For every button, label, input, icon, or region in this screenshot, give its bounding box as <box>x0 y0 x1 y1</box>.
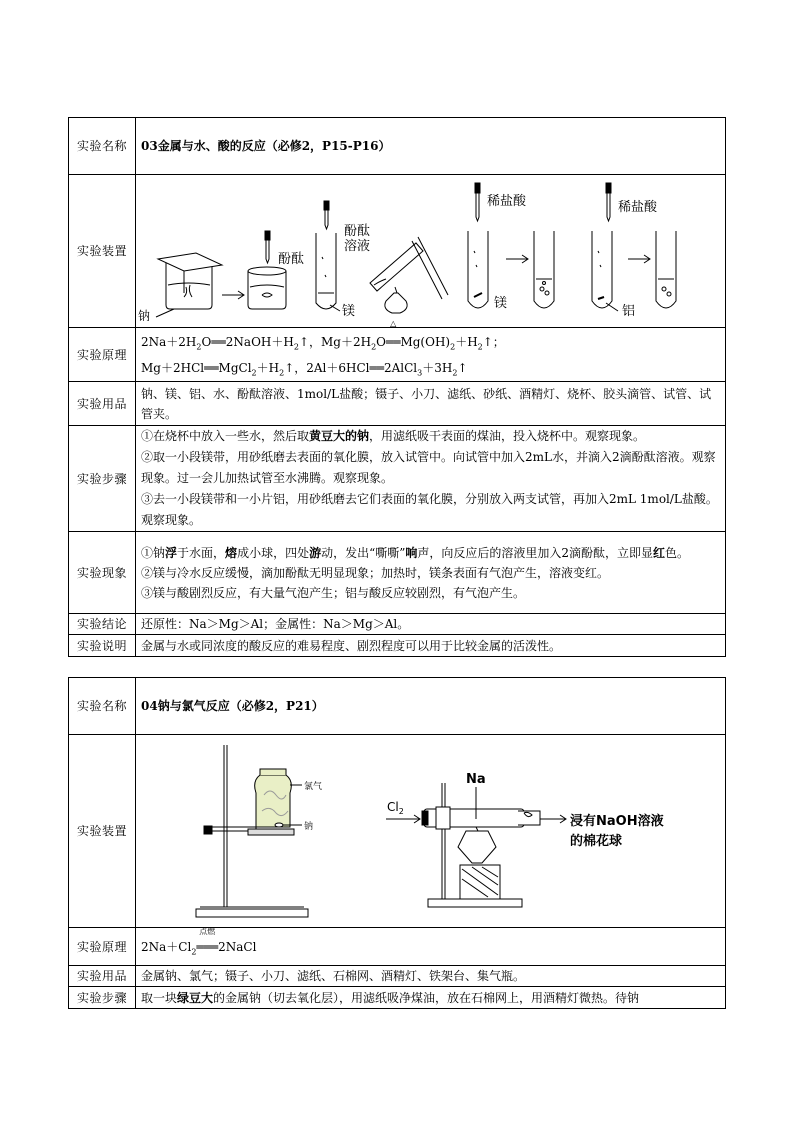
ignite-equals: 点燃 ═══ <box>196 926 219 954</box>
dropper-1 <box>266 240 269 263</box>
phenomenon-2: ②镁与冷水反应缓慢，滴加酚酞无明显现象；加热时，镁条表面有气泡产生，溶液变红。 <box>141 565 610 580</box>
clamp-screw <box>204 826 212 834</box>
eq-text: ↑，2Al＋6HCl <box>284 360 370 375</box>
fig-label-al: 铝 <box>622 304 636 319</box>
stand-rod-2 <box>442 783 445 901</box>
eq-text: ＋3H <box>422 360 453 375</box>
eq-sub: 2 <box>371 341 377 351</box>
principle-equations <box>136 318 726 382</box>
experiment-title: 03金属与水、酸的反应（必修2，P15-P16） <box>136 118 726 175</box>
slanted-tube <box>370 243 423 291</box>
ph-text: 成小球，四处 <box>237 545 310 560</box>
row-notes <box>69 635 726 657</box>
gas-jar <box>255 775 292 827</box>
test-tube-1 <box>316 233 336 309</box>
eq-text: O <box>376 334 386 349</box>
label-name: 实验名称 <box>69 118 136 175</box>
fig-label-cotton-2: 的棉花球 <box>570 834 623 849</box>
arrow-2 <box>506 255 528 263</box>
eq-text: Mg＋2HCl <box>141 360 205 375</box>
step-1 <box>141 426 720 447</box>
label-phenomena: 实验现象 <box>69 532 136 614</box>
ignite-mark: 点燃 <box>199 926 216 936</box>
arrow-1 <box>222 291 244 299</box>
eq-text: 2NaCl <box>218 939 257 954</box>
eq-text: 2NaOH＋H <box>225 334 294 349</box>
apparatus-figure <box>136 735 726 928</box>
water-line-1 <box>168 283 210 285</box>
al-leader <box>606 303 618 311</box>
eq-text: O <box>201 334 212 349</box>
bubble-2 <box>545 291 549 295</box>
eq-text: MgCl <box>218 360 252 375</box>
eq-sub: 2 <box>477 341 483 351</box>
mg-leader-1 <box>330 305 340 311</box>
dropper-2 <box>325 210 328 229</box>
test-tube-2 <box>468 231 488 308</box>
apparatus-figure <box>136 175 726 328</box>
sodium-piece <box>184 285 192 297</box>
asbestos-gauze <box>248 829 294 835</box>
water-line-2 <box>250 285 284 287</box>
al-piece <box>598 297 604 299</box>
ph-hl: 浮 <box>165 545 178 560</box>
eq-sub: 2 <box>251 367 257 377</box>
ph-text: ①钠 <box>141 545 166 560</box>
dropper-bulb-1 <box>265 231 270 240</box>
beaker-2-rim <box>248 267 286 275</box>
dropper-bulb-2 <box>324 201 329 210</box>
dropper-bulb-3 <box>475 183 480 193</box>
heat-equals: △ ══ <box>386 318 401 349</box>
tube-2-drops <box>474 251 477 267</box>
label-notes: 实验说明 <box>69 635 136 657</box>
label-principle: 实验原理 <box>69 328 136 382</box>
tube-stopper <box>422 811 428 825</box>
dropper-4 <box>607 193 610 221</box>
phenomenon-1 <box>141 543 720 563</box>
beaker-2 <box>248 271 286 309</box>
step-2: ②取一小段镁带，用砂纸磨去表面的氧化膜，放入试管中。向试管中加入2mL水，并滴入2滴酚酞溶液。观察现象。过一会儿加热试管至水沸腾。观察现象。 <box>141 450 716 485</box>
eq-text: Mg(OH) <box>400 334 451 349</box>
label-principle: 实验原理 <box>69 928 136 966</box>
tube-1-drops <box>322 257 326 277</box>
step-highlight: 黄豆大的钠 <box>309 429 370 443</box>
ph-text: 于水面， <box>177 545 226 560</box>
principle-equation <box>136 928 726 966</box>
ph-hl: 红 <box>653 545 666 560</box>
fig-label-hcl-2: 稀盐酸 <box>618 200 658 215</box>
cotton-arrow <box>540 815 566 823</box>
steps-text <box>136 987 726 1009</box>
fig-label-sodium: 钠 <box>304 822 314 832</box>
equation-line-1: $2Na+2H_2O══2NaOH+H_2↑$，$Mg+2H_2O$ △ $══Mg(OH)_2+H_2↑$； <box>141 329 720 355</box>
label-materials: 实验用品 <box>69 966 136 987</box>
label-steps: 实验步骤 <box>69 426 136 532</box>
experiment-03-table <box>68 117 726 657</box>
dropper-3 <box>476 193 479 221</box>
eq-sub: 2 <box>279 367 285 377</box>
materials-text: 金属钠、氯气；镊子、小刀、滤纸、石棉网、酒精灯、铁架台、集气瓶。 <box>136 966 726 987</box>
alcohol-lamp <box>385 293 407 313</box>
step-text: 的金属钠（切去氧化层），用滤纸吸净煤油，放在石棉网上，用酒精灯微热。待钠 <box>213 990 640 1005</box>
sodium-in-jar <box>275 823 283 827</box>
row-principle <box>69 928 726 966</box>
equation-line-2: $Mg+2HCl══MgCl_2+H_2↑$，$2Al+6HCl══2AlCl_3+3H_2↑$ <box>141 360 468 377</box>
eq-text: 2Na＋2H <box>141 334 197 349</box>
fig-label-phenol-sol-1: 酚酞 <box>344 224 371 239</box>
stand-base-2 <box>428 899 522 907</box>
bubble-5 <box>667 292 671 296</box>
ph-hl: 游 <box>309 545 322 560</box>
heat-mark: △ <box>390 318 397 328</box>
eq-text: ＋H <box>256 360 280 375</box>
eq-sub: 2 <box>196 341 202 351</box>
eq-text: ＋H <box>455 334 478 349</box>
row-principle <box>69 328 726 382</box>
lamp-wick <box>395 287 397 293</box>
ph-hl: 熔 <box>225 545 238 560</box>
row-materials <box>69 966 726 987</box>
step-text: ①在烧杯中放入一些水，然后取 <box>141 429 310 443</box>
steps-text <box>136 426 726 532</box>
row-materials <box>69 382 726 426</box>
ph-text: 色。 <box>665 545 690 560</box>
eq-sub: 2 <box>452 367 458 377</box>
step-text: 取一块 <box>141 990 178 1005</box>
test-tube-5 <box>656 231 676 308</box>
eq-text: 2Na＋Cl <box>141 939 192 954</box>
fig-label-phenol: 酚酞 <box>278 252 305 267</box>
stand-base <box>196 909 308 917</box>
fig-label-hcl-1: 稀盐酸 <box>487 194 527 209</box>
eq-text: ↑ <box>457 360 468 375</box>
label-name: 实验名称 <box>69 678 136 735</box>
mg-strip <box>474 293 482 297</box>
label-apparatus: 实验装置 <box>69 175 136 328</box>
notes-text: 金属与水或同浓度的酸反应的难易程度、剧烈程度可以用于比较金属的活泼性。 <box>136 635 726 657</box>
fig-label-na: 钠 <box>138 309 151 321</box>
row-name <box>69 678 726 735</box>
lamp-flame <box>476 827 478 831</box>
apparatus-drawing <box>136 735 726 921</box>
materials-text: 钠、镁、铝、水、酚酞溶液、1mol/L盐酸；镊子、小刀、滤纸、砂纸、酒精灯、烧杯、胶头滴管、试管、试管夹。 <box>136 382 726 426</box>
eq-text: 2AlCl <box>383 360 418 375</box>
phenomenon-3: ③镁与酸剧烈反应，有大量气泡产生；铝与酸反应较剧烈，有气泡产生。 <box>141 585 526 600</box>
row-conclusion <box>69 614 726 635</box>
fig-label-mg-1: 镁 <box>342 304 356 319</box>
sodium-ball <box>262 293 272 297</box>
row-phenomena <box>69 532 726 614</box>
test-tube-4 <box>592 231 612 308</box>
row-steps <box>69 987 726 1009</box>
label-steps: 实验步骤 <box>69 987 136 1009</box>
arrow-3 <box>628 255 650 263</box>
eq-sub: 2 <box>450 341 456 351</box>
eq-text: ↑，Mg＋2H <box>298 334 372 349</box>
fig-label-phenol-sol-2: 溶液 <box>344 239 371 254</box>
label-conclusion: 实验结论 <box>69 614 136 635</box>
tube-clamp <box>436 807 450 829</box>
bubble-3 <box>543 282 546 285</box>
ph-text: 声，向反应后的溶液里加入2滴酚酞，立即显 <box>417 545 654 560</box>
step-3: ③去一小段镁带和一小片铝，用砂纸磨去它们表面的氧化膜，分别放入两支试管，再加入2mL 1mol/L盐酸。观察现象。 <box>141 492 718 527</box>
conclusion-text: 还原性：Na＞Mg＞Al；金属性：Na＞Mg＞Al。 <box>136 614 726 635</box>
experiment-title: 04钠与氯气反应（必修2，P21） <box>136 678 726 735</box>
fig-label-na-symbol: Na <box>466 772 486 787</box>
experiment-04-table <box>68 677 726 1009</box>
ph-text: 动，发出“嘶嘶” <box>321 545 406 560</box>
fig-label-cotton-1: 浸有NaOH溶液 <box>570 814 664 829</box>
bubble-4 <box>662 287 666 291</box>
bubble-1 <box>540 287 544 291</box>
gas-jar-neck <box>260 769 286 775</box>
row-name <box>69 118 726 175</box>
fig-label-mg-2: 镁 <box>494 296 508 311</box>
stand-rod <box>224 745 227 907</box>
cl2-arrow <box>386 815 420 823</box>
tube-4-drops <box>598 251 601 267</box>
eq-sub: 3 <box>417 367 423 377</box>
dropper-bulb-4 <box>606 183 611 193</box>
step-text: ，用滤纸吸干表面的煤油，投入烧杯中。观察现象。 <box>369 429 646 443</box>
na-leader <box>156 309 174 317</box>
row-steps <box>69 426 726 532</box>
eq-text: ↑； <box>482 334 505 349</box>
alcohol-lamp-2 <box>458 831 496 863</box>
label-materials: 实验用品 <box>69 382 136 426</box>
fig-label-cl2: $Cl_2$ <box>387 800 404 816</box>
apparatus-drawing <box>136 175 726 321</box>
test-tube-3 <box>534 231 554 308</box>
eq-sub: 2 <box>293 341 299 351</box>
ph-hl: 响 <box>405 545 418 560</box>
row-apparatus <box>69 735 726 928</box>
step-highlight: 绿豆大 <box>177 990 214 1005</box>
label-apparatus: 实验装置 <box>69 735 136 928</box>
fig-label-chlorine: 氯气 <box>304 782 323 792</box>
phenomena-text <box>136 532 726 614</box>
tube-holder <box>412 237 448 299</box>
row-apparatus <box>69 175 726 328</box>
eq-sub: 2 <box>191 946 197 956</box>
